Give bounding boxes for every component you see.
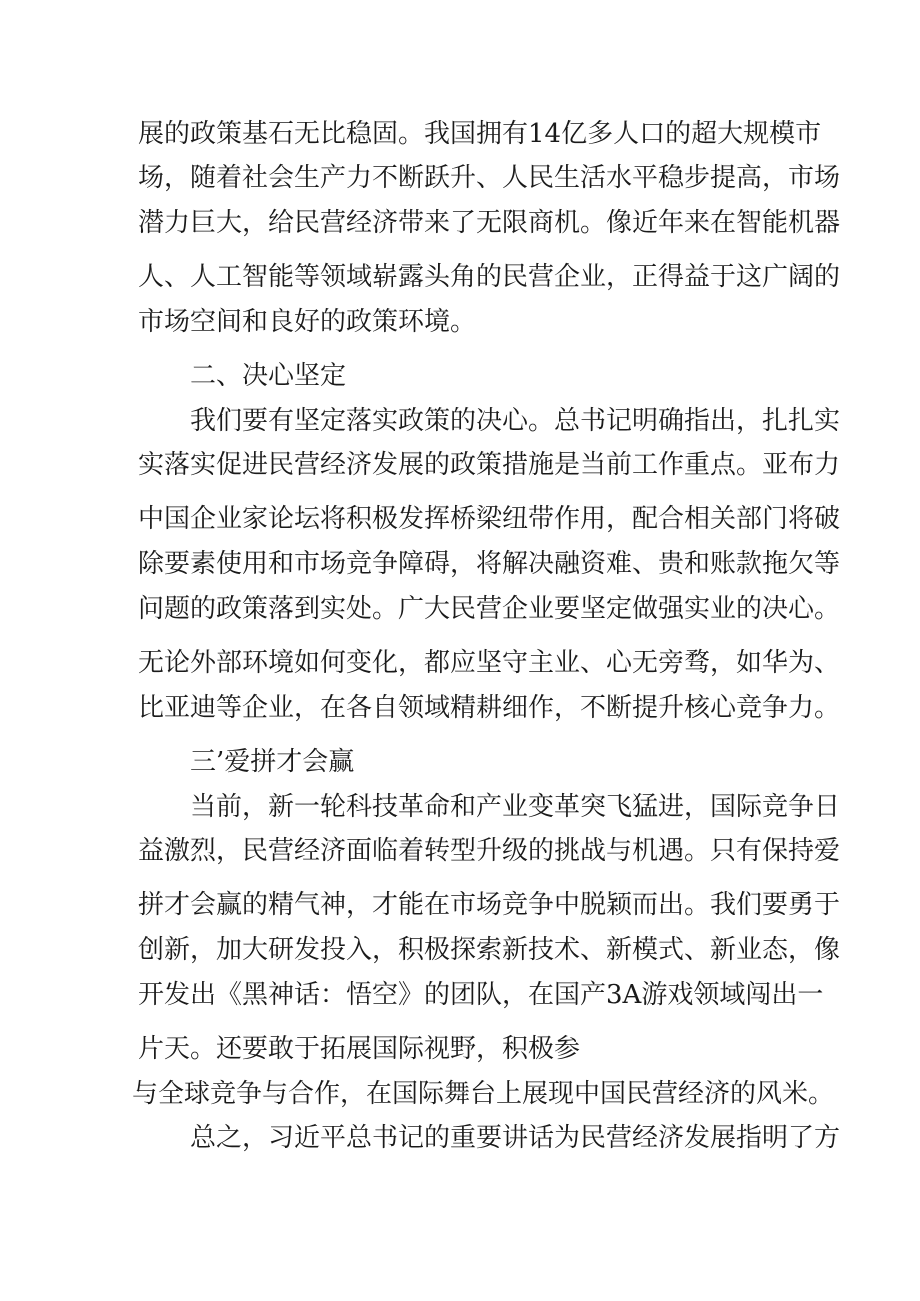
paragraph-line: 中国企业家论坛将积极发挥桥梁纽带作用，配合相关部门将破 xyxy=(138,504,841,534)
paragraph-line: 展的政策基石无比稳固。我国拥有14亿多人口的超大规模市 xyxy=(138,119,822,149)
paragraph-line: 益激烈，民营经济面临着转型升级的挑战与机遇。只有保持爱 xyxy=(138,836,841,866)
paragraph-line: 无论外部环境如何变化，都应坚守主业、心无旁骛，如华为、 xyxy=(138,648,841,678)
section-heading: 三’爱拼才会赢 xyxy=(190,747,355,777)
paragraph-line: 总之，习近平总书记的重要讲话为民营经济发展指明了方 xyxy=(190,1123,841,1153)
paragraph-line: 创新，加大研发投入，积极探索新技术、新模式、新业态，像 xyxy=(138,935,841,965)
paragraph-line: 片天。还要敢于拓展国际视野，积极参 xyxy=(138,1034,581,1064)
paragraph-line: 实落实促进民营经济发展的政策措施是当前工作重点。亚布力 xyxy=(138,450,841,480)
paragraph-line: 比亚迪等企业，在各自领域精耕细作，不断提升核心竞争力。 xyxy=(138,693,841,723)
paragraph-line: 潜力巨大，给民营经济带来了无限商机。像近年来在智能机器 xyxy=(138,208,841,238)
paragraph-line: 当前，新一轮科技革命和产业变革突飞猛进，国际竞争日 xyxy=(190,792,841,822)
paragraph-line: 问题的政策落到实处。广大民营企业要坚定做强实业的决心。 xyxy=(138,594,841,624)
section-heading: 二、决心坚定 xyxy=(190,361,347,391)
paragraph-line: 开发出《黑神话：悟空》的团队，在国产3A游戏领域闯出一 xyxy=(138,980,824,1010)
paragraph-line: 市场空间和良好的政策环境。 xyxy=(138,307,477,337)
paragraph-line: 人、人工智能等领域崭露头角的民营企业，正得益于这广阔的 xyxy=(138,262,841,292)
paragraph-line: 场，随着社会生产力不断跃升、人民生活水平稳步提高，市场 xyxy=(138,163,841,193)
paragraph-line: 我们要有坚定落实政策的决心。总书记明确指出，扎扎实 xyxy=(190,406,841,436)
paragraph-line: 与全球竞争与合作，在国际舞台上展现中国民营经济的风米。 xyxy=(132,1079,835,1109)
paragraph-line: 除要素使用和市场竞争障碍，将解决融资难、贵和账款拖欠等 xyxy=(138,549,841,579)
paragraph-line: 拼才会赢的精气神，才能在市场竞争中脱颖而出。我们要勇于 xyxy=(138,890,841,920)
